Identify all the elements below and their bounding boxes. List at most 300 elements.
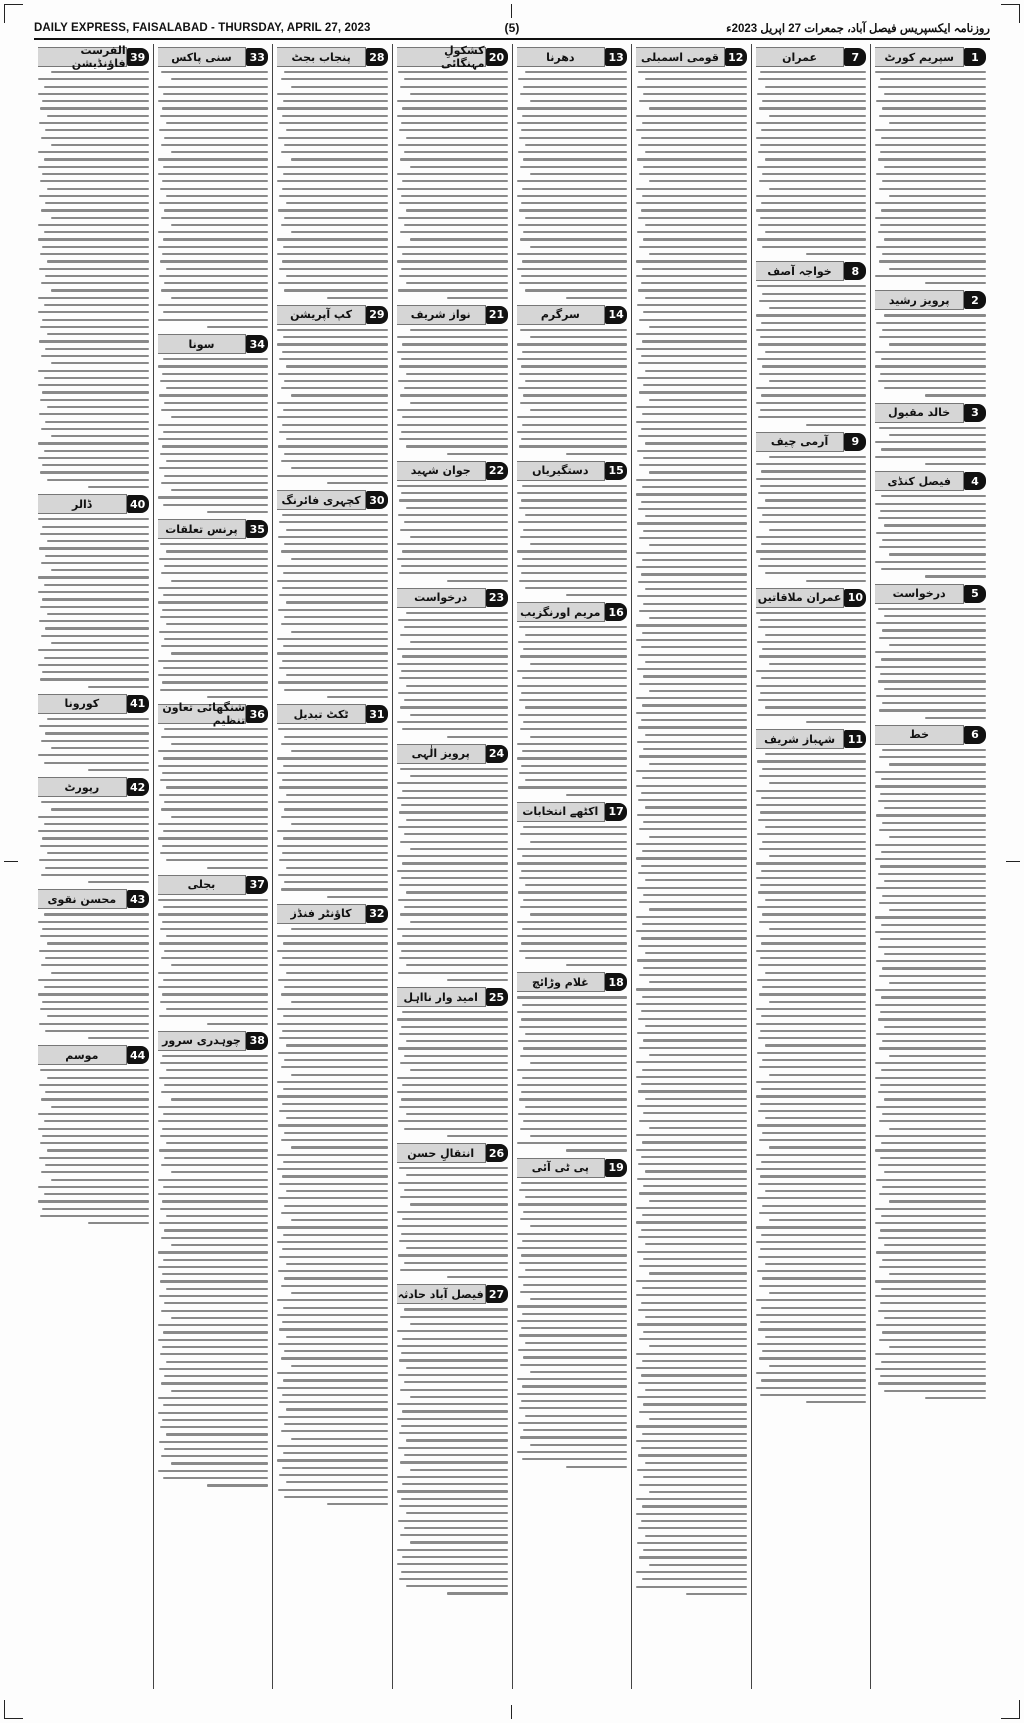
text-line [163,431,268,433]
text-line [158,1266,269,1268]
news-story [277,904,388,1505]
text-line [40,180,148,182]
text-line [641,209,747,211]
text-line [160,1135,268,1137]
text-line [158,986,269,988]
text-line [639,173,746,175]
text-line [279,358,387,360]
text-line [278,137,388,139]
text-line [756,877,867,879]
text-line [645,1025,747,1027]
text-line [166,786,268,788]
story-title: ٹکٹ تبدیل [277,704,366,724]
text-line [159,1441,269,1443]
text-line [277,1168,388,1170]
text-line [765,351,867,353]
text-line [207,511,268,513]
story-number-badge: 34 [246,335,268,353]
text-line [38,921,149,923]
text-line [806,253,867,255]
text-line [520,1218,627,1220]
text-line [878,873,986,875]
text-line [875,931,986,933]
text-line [758,626,866,628]
text-line [404,1454,508,1456]
text-line [758,224,866,226]
story-number-badge: 27 [486,1285,508,1303]
story-number-badge: 25 [486,988,508,1006]
text-line [642,486,747,488]
text-line [401,358,507,360]
story-heading [517,461,628,481]
text-line [645,1098,747,1100]
text-line [879,427,986,429]
text-line [401,877,507,879]
text-line [881,1288,986,1290]
text-line [404,1128,508,1130]
story-heading [756,432,867,452]
text-line [401,1498,507,1500]
story-heading [517,47,628,67]
text-line [518,387,628,389]
text-line [38,1186,149,1188]
text-line [162,180,268,182]
story-title: کپ آپریشن [277,305,366,325]
story-heading [756,47,867,67]
text-line [39,950,149,952]
story-heading [397,1143,508,1163]
text-line [39,547,149,549]
text-line [875,771,986,773]
text-line [757,285,867,287]
story-heading [636,47,747,67]
text-line [756,804,867,806]
text-line [284,217,388,219]
text-line [519,373,627,375]
text-line [759,775,866,777]
text-line [642,195,747,197]
text-line [38,591,149,593]
text-line [523,1047,627,1049]
text-line [756,862,867,864]
text-line [761,1088,866,1090]
text-line [517,1233,628,1235]
text-line [884,387,986,389]
text-line [163,667,268,669]
story-title: پرنس تعلقات [158,519,247,539]
text-line [164,475,268,477]
text-line [645,806,747,808]
text-line [284,689,388,691]
text-line [756,1372,867,1374]
news-story [277,305,388,484]
text-line [410,775,507,777]
text-line [639,683,746,685]
text-line [878,1018,986,1020]
text-line [636,988,747,990]
text-line [447,979,508,981]
text-line [875,144,986,146]
story-number-badge: 35 [246,520,268,538]
story-number-badge: 23 [486,589,508,607]
news-story [397,305,508,455]
text-line [404,1055,508,1057]
text-line [525,1106,627,1108]
text-line [889,343,986,345]
text-line [636,712,747,714]
story-title: سنی پاکس [158,47,247,67]
text-line [765,231,867,233]
text-line [410,238,507,240]
text-line [397,1403,508,1405]
text-line [284,1059,388,1061]
text-line [161,572,268,574]
text-line [158,1412,269,1414]
text-line [757,93,867,95]
text-line [397,1418,508,1420]
text-line [636,1076,747,1078]
text-line [518,786,628,788]
text-line [42,598,148,600]
text-line [889,982,986,984]
text-line [166,623,268,625]
text-line [645,297,747,299]
text-line [397,797,508,799]
text-line [637,86,747,88]
story-number-badge: 15 [605,462,627,480]
story-title: عمران ملاقاتیں [756,588,845,608]
text-line [278,209,388,211]
text-line [284,1350,388,1352]
text-line [171,580,268,582]
text-line [44,762,149,764]
text-line [525,1342,627,1344]
story-heading [875,290,986,310]
text-line [756,1023,867,1025]
text-line [161,482,268,484]
text-line [520,166,627,168]
text-line [447,1592,508,1594]
story-body-text [277,71,388,299]
text-line [636,1425,747,1427]
text-line [400,913,507,915]
text-line [397,870,508,872]
text-line [327,696,388,698]
text-line [410,1396,507,1398]
text-line [158,1251,269,1253]
text-line [40,107,148,109]
text-line [51,747,148,749]
story-heading [397,44,508,70]
text-line [402,862,507,864]
text-line [404,1262,508,1264]
text-line [880,793,986,795]
text-line [521,765,627,767]
text-line [161,1164,268,1166]
text-line [38,979,149,981]
text-line [566,1149,627,1151]
text-line [164,1302,268,1304]
text-line [166,1008,268,1010]
text-line [517,996,628,998]
text-line [757,1052,867,1054]
text-line [42,1001,148,1003]
text-line [882,895,986,897]
text-line [875,1280,986,1282]
text-line [645,78,747,80]
text-line [39,859,149,861]
text-line [159,1222,269,1224]
text-line [649,1564,746,1566]
text-line [44,1120,149,1122]
text-line [518,78,628,80]
text-line [522,485,627,487]
story-body-text [517,1182,628,1468]
text-line [641,1447,747,1449]
story-title: کچہری فائرنگ [277,490,366,510]
text-line [761,1379,866,1381]
text-line [636,260,747,262]
text-line [207,696,268,698]
text-line [881,1215,986,1217]
story-title: شنگھائی تعاون تنظیم [158,704,247,724]
text-line [284,289,388,291]
text-line [521,365,627,367]
text-line [277,1154,388,1156]
text-line [880,673,986,675]
text-line [45,129,149,131]
text-line [880,1157,986,1159]
text-line [160,1208,268,1210]
text-line [291,631,388,633]
text-line [643,603,747,605]
text-line [530,663,627,665]
text-line [158,86,269,88]
text-line [162,253,268,255]
text-line [41,562,148,564]
text-line [162,373,268,375]
text-line [758,416,866,418]
text-line [876,695,986,697]
text-line [520,1291,627,1293]
text-line [40,678,148,680]
story-heading [397,305,508,325]
story-body-text [517,71,628,299]
text-line [519,1026,627,1028]
text-line [171,1244,268,1246]
text-line [758,964,866,966]
story-body-text [517,626,628,796]
text-line [162,681,268,683]
news-story [517,972,628,1151]
text-line [399,1578,507,1580]
text-line [291,558,388,560]
text-line [523,1356,627,1358]
text-line [762,1205,866,1207]
text-line [283,1307,388,1309]
text-line [277,329,388,331]
story-body-text [875,749,986,1399]
text-line [284,808,388,810]
text-line [397,663,508,665]
text-line [286,365,388,367]
text-line [41,355,148,357]
text-line [875,456,986,458]
text-line [282,587,388,589]
text-line [284,453,388,455]
text-line [757,166,867,168]
text-line [47,115,149,117]
column-3 [631,44,751,1689]
text-line [643,1549,747,1551]
text-line [282,660,388,662]
news-story [277,490,388,698]
text-line [521,1254,627,1256]
story-heading [38,494,149,514]
story-number-badge: 32 [366,905,388,923]
story-number-badge: 29 [366,306,388,324]
text-line [758,1183,866,1185]
text-line [530,1298,627,1300]
masthead [34,18,990,40]
text-line [159,129,269,131]
text-line [760,1321,866,1323]
text-line [522,1458,627,1460]
text-line [42,837,148,839]
text-line [158,750,269,752]
text-line [876,1179,986,1181]
text-line [756,209,867,211]
text-line [636,1134,747,1136]
text-line [284,380,388,382]
story-heading [397,987,508,1007]
text-line [45,421,149,423]
text-line [762,514,866,516]
text-line [642,777,747,779]
news-story [277,47,388,299]
text-line [281,993,388,995]
text-line [39,725,149,727]
text-line [525,380,627,382]
text-line [279,859,387,861]
text-line [291,1001,388,1003]
text-line [51,1106,148,1108]
text-line [636,624,747,626]
text-line [40,606,148,608]
text-line [878,1382,986,1384]
text-line [639,1556,746,1558]
text-line [47,1015,149,1017]
text-line [401,1026,507,1028]
text-line [171,78,268,80]
text-line [286,601,388,603]
text-line [636,1207,747,1209]
story-title: رپورٹ [38,777,127,797]
text-line [756,137,867,139]
story-body-text [158,358,269,513]
news-story [756,47,867,255]
text-line [878,1164,986,1166]
text-line [643,1476,747,1478]
text-line [47,260,149,262]
text-line [284,71,388,73]
story-heading [875,725,986,745]
text-line [282,779,388,781]
text-line [399,811,507,813]
text-line [398,1182,508,1184]
text-line [404,1189,508,1191]
news-story [38,494,149,688]
text-line [44,913,149,915]
text-line [160,453,268,455]
text-line [759,848,866,850]
story-number-badge: 24 [486,745,508,763]
text-line [410,93,507,95]
text-line [517,492,628,494]
text-line [402,655,507,657]
text-line [47,718,149,720]
text-line [158,765,269,767]
text-line [410,166,507,168]
text-line [158,837,269,839]
text-line [881,568,986,570]
text-line [519,1098,627,1100]
text-line [758,492,866,494]
text-line [44,657,149,659]
story-title: موسم [38,1045,127,1065]
story-heading [38,1045,149,1065]
text-line [517,431,628,433]
text-line [762,293,866,295]
text-line [889,195,986,197]
text-line [645,515,747,517]
story-heading [38,889,149,909]
text-line [38,442,149,444]
text-line [765,972,867,974]
text-line [39,413,149,415]
text-line [525,144,627,146]
text-line [40,533,148,535]
text-line [283,336,388,338]
text-line [636,406,747,408]
text-line [40,845,148,847]
text-line [525,1415,627,1417]
story-body-text [875,71,986,284]
text-line [760,1394,866,1396]
text-line [164,1157,268,1159]
text-line [760,884,866,886]
text-line [399,957,507,959]
text-line [649,1418,746,1420]
text-line [158,899,269,901]
text-line [643,166,747,168]
text-line [163,504,268,506]
text-line [163,1477,268,1479]
text-line [636,115,747,117]
text-line [521,1327,627,1329]
text-line [401,670,507,672]
text-line [637,377,747,379]
text-line [636,1061,747,1063]
text-line [281,151,388,153]
text-line [876,100,986,102]
text-line [158,173,269,175]
text-line [40,1069,148,1071]
text-line [38,754,149,756]
text-line [645,1243,747,1245]
text-line [158,587,269,589]
text-line [397,928,508,930]
